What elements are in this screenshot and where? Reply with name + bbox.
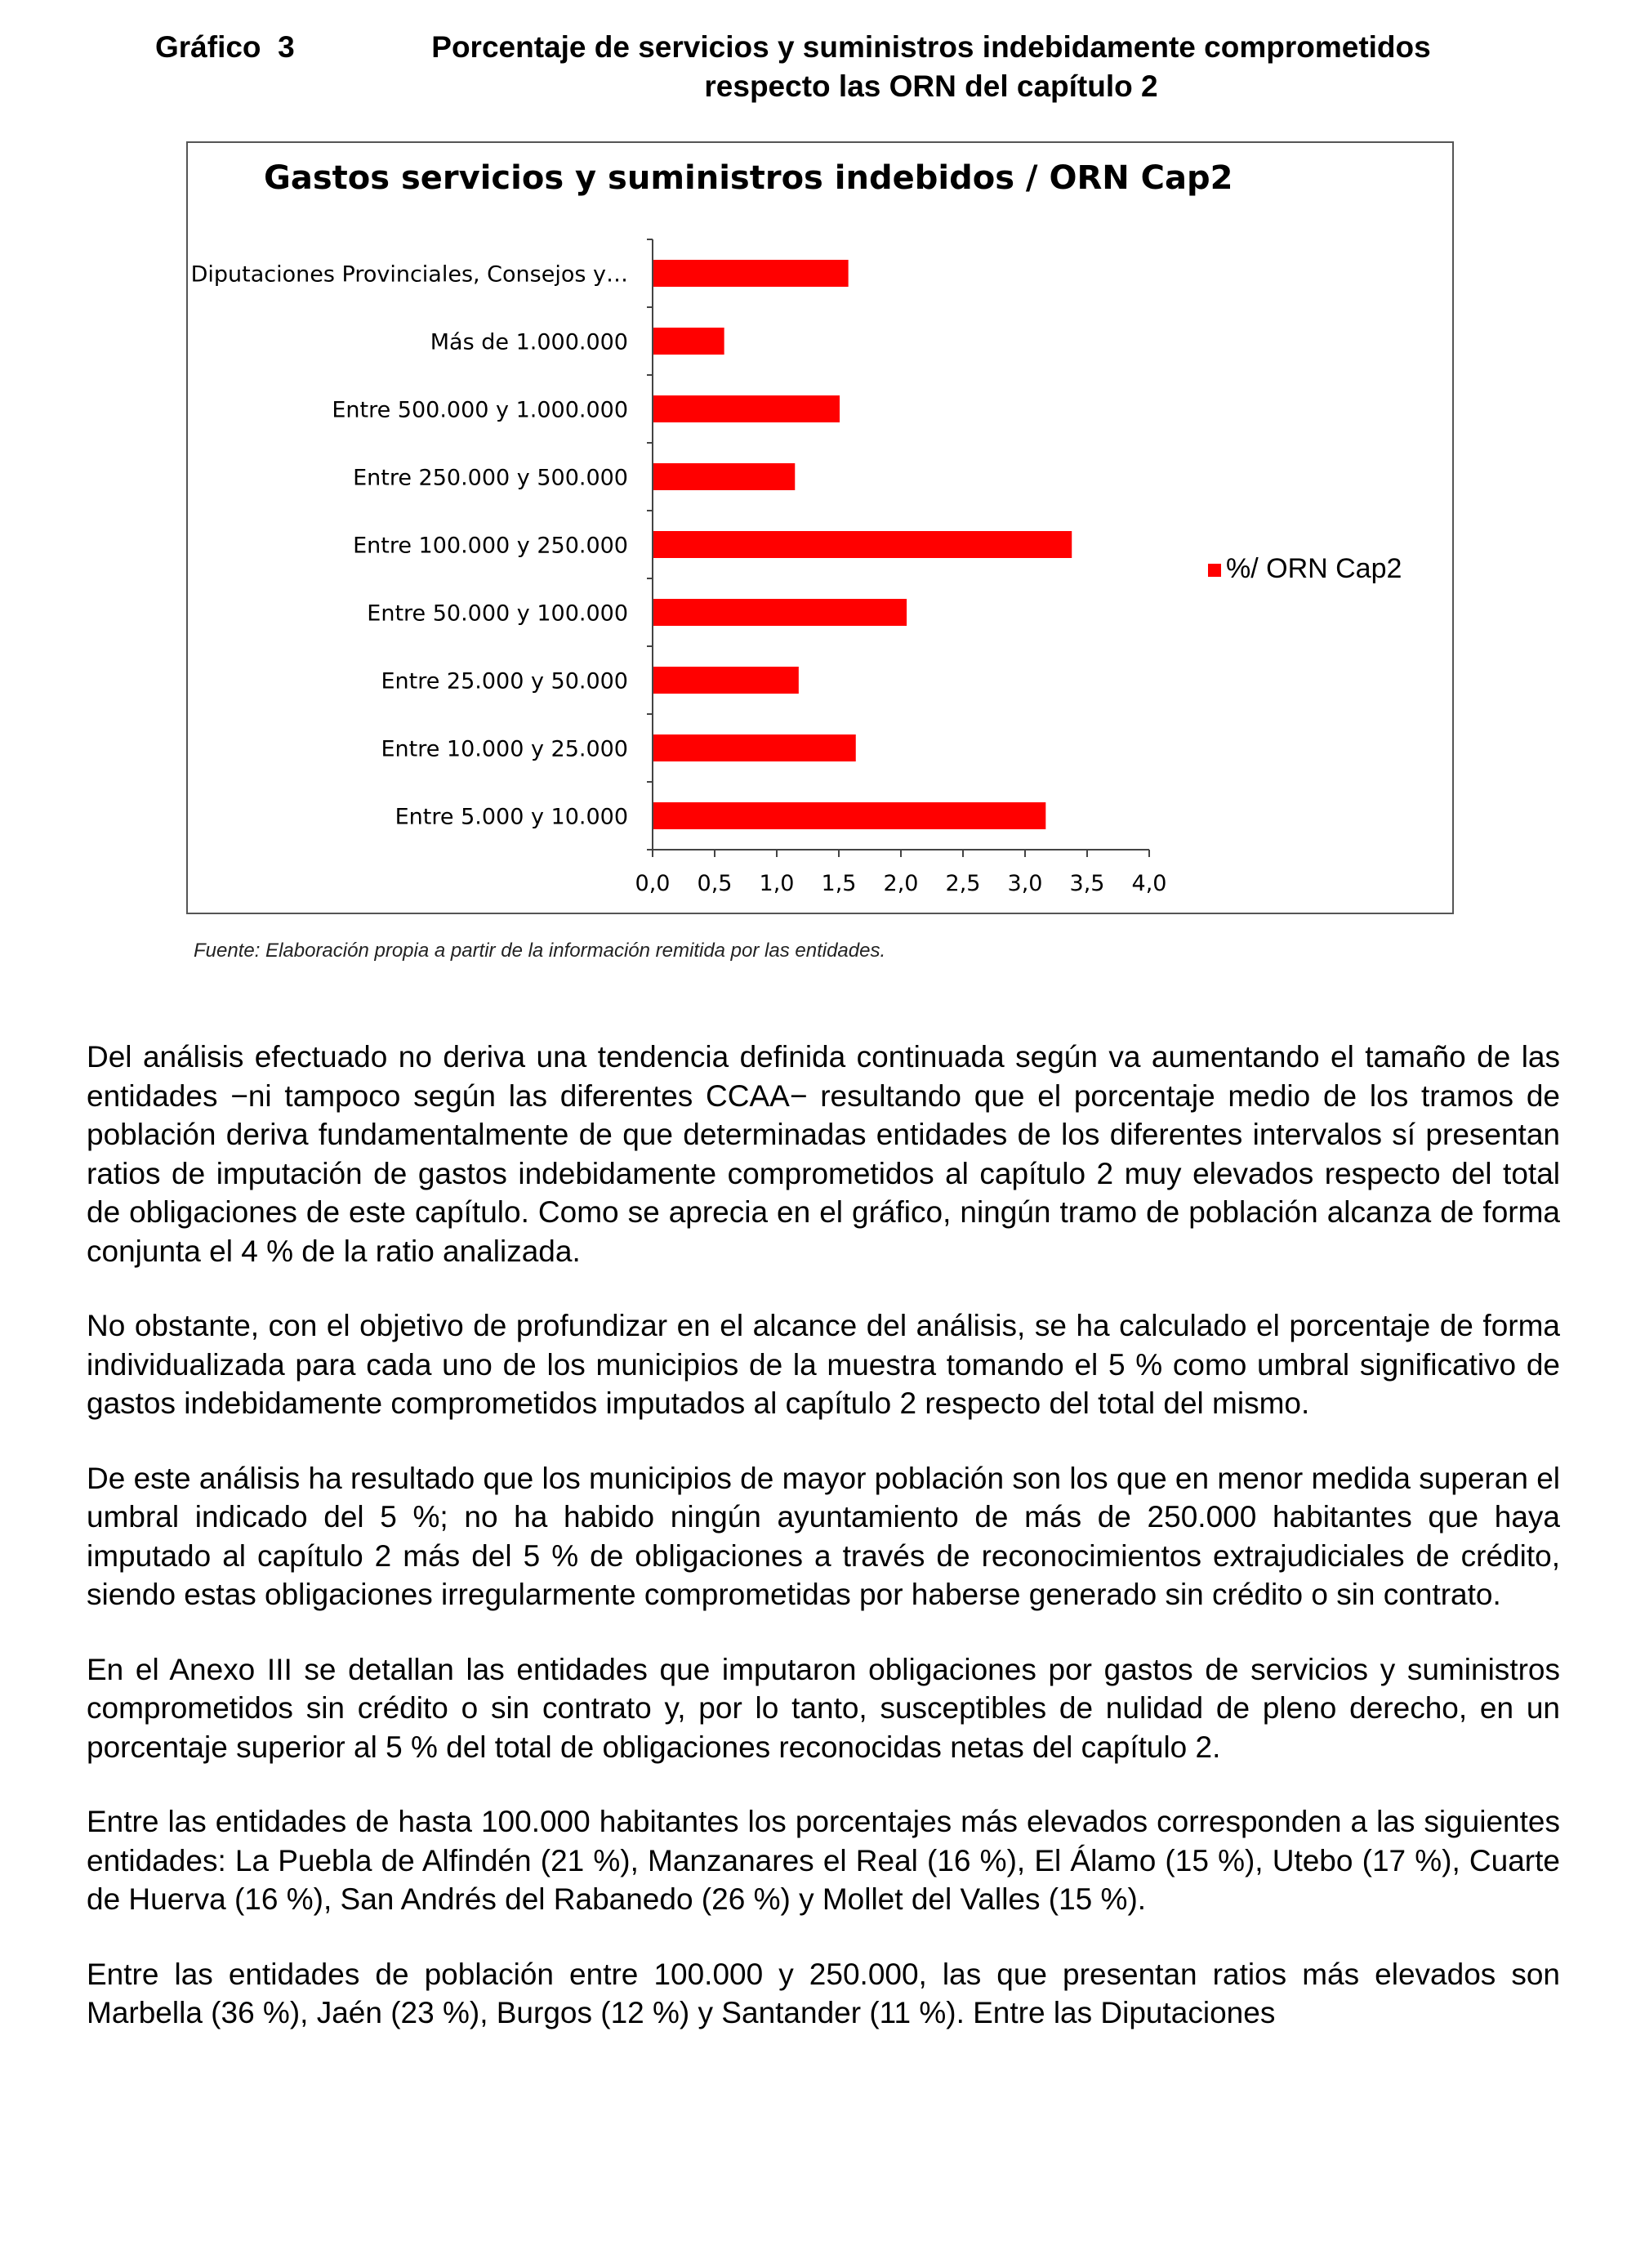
source-note: Fuente: Elaboración propia a partir de la información remitida por las entidades. <box>194 940 886 962</box>
paragraph-2: No obstante, con el objetivo de profundizar en el alcance del análisis, se ha calculado el porcentaje de forma individualizada para cada uno de los municipios de la muestra tomando el 5 % como umbral significativo de gastos indebidamente comprometidos imputados al capítulo 2 respecto del total del mismo. <box>87 1309 1560 1420</box>
x-tick-label: 0,0 <box>635 871 671 896</box>
bar <box>653 734 856 761</box>
y-tick-label: Entre 500.000 y 1.000.000 <box>332 397 628 423</box>
y-tick-label: Más de 1.000.000 <box>430 329 628 355</box>
x-tick-label: 0,5 <box>697 871 733 896</box>
bar <box>653 667 799 694</box>
chart-container <box>186 141 1454 914</box>
y-tick-label: Entre 250.000 y 500.000 <box>353 465 628 491</box>
chart-title: Gastos servicios y suministros indebidos / ORN Cap2 <box>264 159 1233 197</box>
figure-label: Gráfico 3 <box>155 30 295 64</box>
bar <box>653 802 1045 829</box>
paragraph-3: De este análisis ha resultado que los municipios de mayor población son los que en menor medida superan el umbral indicado del 5 %; no ha habido ningún ayuntamiento de más de 250.000 habitantes que haya imputado al capítulo 2 más del 5 % de obligaciones a través de reconocimientos extrajudiciales de crédito, siendo estas obligaciones irregularmente comprometidas por haberse generado sin crédito o sin contrato. <box>87 1461 1560 1611</box>
bar <box>653 531 1072 558</box>
y-tick-label: Diputaciones Provinciales, Consejos y… <box>190 261 628 288</box>
y-tick-label: Entre 5.000 y 10.000 <box>395 804 628 830</box>
x-tick-label: 1,0 <box>759 871 795 896</box>
paragraph-4: En el Anexo III se detallan las entidades que imputaron obligaciones por gastos de servicios y suministros comprometidos sin crédito o sin contrato y, por lo tanto, susceptibles de nulidad de pleno derecho, en un porcentaje superior al 5 % del total de obligaciones reconocidas netas del capítulo 2. <box>87 1652 1560 1764</box>
x-tick-label: 3,0 <box>1007 871 1043 896</box>
figure-title: Porcentaje de servicios y suministros indebidamente comprometidos respecto las ORN del capítulo 2 <box>431 30 1431 103</box>
y-tick-label: Entre 10.000 y 25.000 <box>381 736 628 762</box>
bar <box>653 260 849 287</box>
paragraph-5: Entre las entidades de hasta 100.000 habitantes los porcentajes más elevados corresponden a las siguientes entidades: La Puebla de Alfindén (21 %), Manzanares el Real (16 %), El Álamo (15 %), Utebo (17 %), Cuarte de Huerva (16 %), San Andrés del Rabanedo (26 %) y Mollet del Valles (15 %). <box>87 1805 1560 1916</box>
legend-swatch <box>1208 564 1221 577</box>
x-tick-label: 4,0 <box>1131 871 1167 896</box>
x-tick-label: 3,5 <box>1069 871 1105 896</box>
body-text <box>87 1038 1560 2069</box>
x-tick-label: 1,5 <box>821 871 857 896</box>
paragraph-1: Del análisis efectuado no deriva una tendencia definida continuada según va aumentando el tamaño de las entidades −ni tampoco según las diferentes CCAA− resultando que el porcentaje medio de los tramos de población deriva fundamentalmente de que determinadas entidades de los diferentes intervalos sí presentan ratios de imputación de gastos indebidamente comprometidos al capítulo 2 muy elevados respecto del total de obligaciones de este capítulo. Como se aprecia en el gráfico, ningún tramo de población alcanza de forma conjunta el 4 % de la ratio analizada. <box>87 1040 1560 1268</box>
legend-label: %/ ORN Cap2 <box>1226 553 1402 584</box>
x-tick-label: 2,5 <box>945 871 981 896</box>
bar <box>653 463 795 490</box>
paragraph-6: Entre las entidades de población entre 100.000 y 250.000, las que presentan ratios más elevados son Marbella (36 %), Jaén (23 %), Burgos (12 %) y Santander (11 %). Entre las Diputaciones <box>87 1957 1560 2029</box>
bar-chart <box>188 143 1455 916</box>
y-tick-label: Entre 50.000 y 100.000 <box>367 600 628 627</box>
y-tick-label: Entre 100.000 y 250.000 <box>353 533 628 559</box>
y-tick-label: Entre 25.000 y 50.000 <box>381 668 628 694</box>
x-tick-label: 2,0 <box>883 871 919 896</box>
bar <box>653 328 724 355</box>
bar <box>653 599 907 626</box>
bar <box>653 395 840 422</box>
